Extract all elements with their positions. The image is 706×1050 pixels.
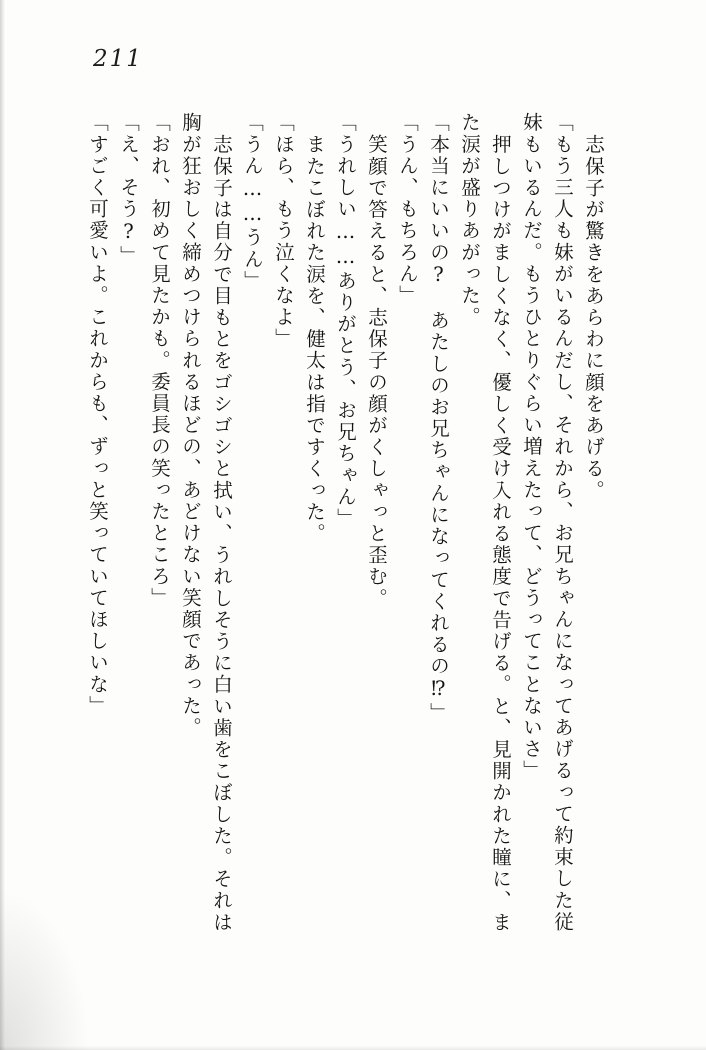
- scan-edge-left: [0, 0, 5, 1050]
- paragraph: 「え、そう?」: [117, 112, 140, 267]
- paragraph: 笑顔で答えると、志保子の顔がくしゃっと歪む。: [365, 133, 388, 609]
- paragraph: 「おれ、初めて見たかも。委員長の笑ったところ」: [148, 112, 171, 609]
- paragraph: 「本当にいいの? あたしのお兄ちゃんになってくれるの⁉」: [427, 112, 450, 724]
- paragraph: 押しつけがましくなく、優しく受け入れる態度で告げる。と、見開かれた瞳に、また涙が盛りあがった。: [458, 112, 512, 933]
- paragraph: 「すごく可愛いよ。これからも、ずっと笑っていてほしいな」: [86, 112, 109, 717]
- paragraph: またこぼれた涙を、健太は指ですくった。: [303, 133, 326, 544]
- paragraph: 志保子は自分で目もとをゴシゴシと拭い、うれしそうに白い歯をこぼした。それは胸が狂おしく締めつけられるほどの、あどけない笑顔であった。: [179, 112, 233, 933]
- paragraph: 「もう三人も妹がいるんだし、それから、お兄ちゃんになってあげるって約束した従妹もいるんだ。もうひとりぐらい増えたって、どうってことないさ」: [520, 112, 574, 933]
- paragraph: 「うん……うん」: [241, 112, 264, 292]
- scan-corner-shadow: [0, 890, 90, 1050]
- page-number: 211: [93, 46, 143, 72]
- scan-edge-bottom: [0, 1046, 706, 1050]
- paragraph: 「うん、もちろん」: [396, 112, 419, 307]
- paragraph: 「ほら、もう泣くなよ」: [272, 112, 295, 350]
- vertical-text-block: [82, 112, 609, 935]
- paragraph: 「うれしい……ありがとう、お兄ちゃん」: [334, 112, 357, 530]
- paragraph: 志保子が驚きをあらわに顔をあげる。: [582, 133, 605, 501]
